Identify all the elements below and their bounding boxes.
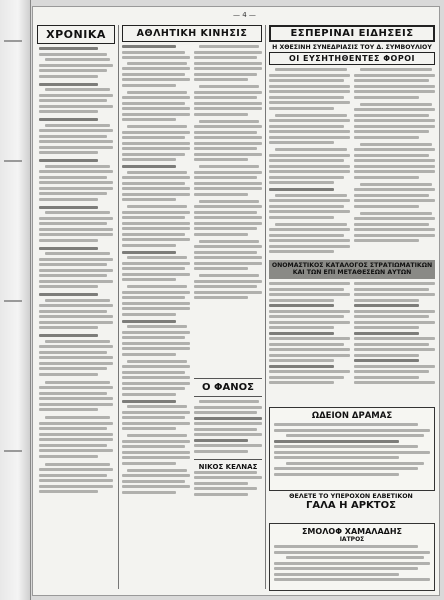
previous-page-edge — [0, 0, 31, 600]
section-header-evening-news: ΕΣΠΕΡΙΝΑΙ ΕΙΔΗΣΕΙΣ — [269, 25, 435, 42]
chronika-body-text — [37, 47, 115, 493]
page-number: — 4 — — [233, 11, 256, 19]
officers-list-right — [354, 282, 435, 387]
evening-body-right — [354, 68, 435, 256]
evening-body-left — [269, 68, 350, 256]
doctor-ad — [269, 523, 435, 591]
nikos-kelnas-heading: ΝΙΚΟΣ ΚΕΛΝΑΣ — [198, 462, 258, 471]
doctor-role: ΙΑΤΡΟΣ — [339, 536, 365, 543]
arktos-line: ΘΕΛΕΤΕ ΤΟ ΥΠΕΡΟΧΟΝ ΕΛΒΕΤΙΚΟΝ — [289, 493, 413, 500]
officers-list-left — [269, 282, 350, 387]
doctor-name: ΣΜΟΛΟΦ ΧΑΜΑΛΑΔΗΣ — [301, 527, 403, 536]
council-session-heading: Η ΧΘΕΣΙΝΗ ΣΥΝΕΔΡΙΑΣΙΣ ΤΟΥ Δ. ΣΥΜΒΟΥΛΙΟΥ — [272, 44, 432, 51]
fanos-title: Ο ΦΑΝΟΣ — [202, 382, 254, 393]
odeion-ad — [269, 407, 435, 491]
arktos-title: ΓΑΛΑ Η ΑΡΚΤΟΣ — [306, 500, 396, 511]
taxes-heading: ΟΙ ΕΥΣΗΤΗΘΕΝΤΕΣ ΦΟΡΟΙ — [269, 52, 435, 65]
section-header-athletics: ΑΘΛΗΤΙΚΗ ΚΙΝΗΣΙΣ — [122, 25, 262, 42]
column-chronika — [37, 25, 115, 589]
column-athletics — [122, 25, 262, 589]
column-rule — [265, 25, 266, 589]
athletics-body-left — [122, 45, 190, 496]
fanos-block — [194, 375, 262, 498]
section-header-chronika: ΧΡΟΝΙΚΑ — [37, 25, 115, 44]
odeion-title: ΩΔΕΙΟΝ ΔΡΑΜΑΣ — [311, 411, 393, 421]
newspaper-page — [32, 6, 440, 596]
officers-list-heading: ΟΝΟΜΑΣΤΙΚΟΣ ΚΑΤΑΛΟΓΟΣ ΣΤΡΑΤΙΩΜΑΤΙΚΩΝ ΚΑΙ ΤΩΝ ΕΠΙ ΜΕΤΑΘΕΣΕΩΝ ΑΥΤΩΝ — [269, 260, 435, 280]
column-rule — [118, 25, 119, 589]
arktos-ad — [269, 493, 433, 519]
